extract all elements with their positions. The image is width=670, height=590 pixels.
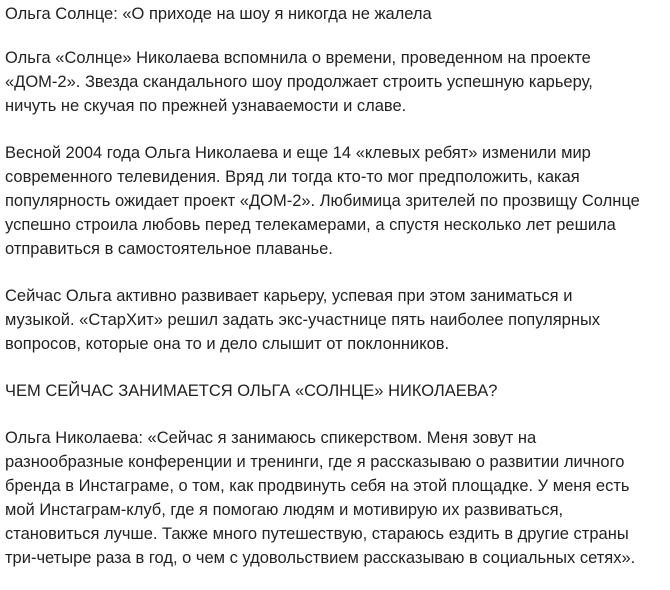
paragraph-line: мой Инстаграм-клуб, где я помогаю людям и мотивирую их развиваться, — [5, 501, 564, 519]
paragraph-line: разнообразные конференции и тренинги, где я рассказываю о развитии личного — [5, 453, 625, 471]
paragraph-line: ничуть не скучая по прежней узнаваемости и славе. — [5, 97, 407, 115]
paragraph-history — [5, 141, 666, 261]
paragraph-line: отправиться в самостоятельное плаванье. — [5, 240, 333, 258]
paragraph-line: современного телевидения. Вряд ли тогда кто-то мог предположить, какая — [5, 168, 580, 186]
paragraph-line: становиться лучше. Также много путешествую, стараюсь ездить в другие страны — [5, 525, 629, 543]
paragraph-line: бренда в Инстаграме, о том, как продвинуть себя на этой площадке. У меня есть — [5, 477, 630, 495]
paragraph-line: Сейчас Ольга активно развивает карьеру, успевая при этом заниматься и — [5, 287, 573, 305]
paragraph-line: «ДОМ-2». Звезда скандального шоу продолжает строить успешную карьеру, — [5, 73, 593, 91]
paragraph-line: музыкой. «СтарХит» решил задать экс-участнице пять наиболее популярных — [5, 311, 601, 329]
paragraph-current — [5, 284, 666, 356]
paragraph-line: успешно строила любовь перед телекамерами, а спустя несколько лет решила — [5, 216, 616, 234]
paragraph-line: Весной 2004 года Ольга Николаева и еще 14 «клевых ребят» изменили мир — [5, 144, 591, 162]
article-title: Ольга Солнце: «О приходе на шоу я никогда не жалела — [5, 5, 432, 23]
paragraph-line: популярность ожидает проект «ДОМ-2». Любимица зрителей по прозвищу Солнце — [5, 192, 640, 210]
section-heading: ЧЕМ СЕЙЧАС ЗАНИМАЕТСЯ ОЛЬГА «СОЛНЦЕ» НИКОЛАЕВА? — [5, 382, 498, 400]
paragraph-answer — [5, 426, 666, 570]
paragraph-line: Ольга Николаева: «Сейчас я занимаюсь спикерством. Меня зовут на — [5, 429, 537, 447]
paragraph-line: Ольга «Солнце» Николаева вспомнила о времени, проведенном на проекте — [5, 49, 591, 67]
paragraph-intro — [5, 46, 666, 118]
paragraph-line: три-четыре раза в год, о чем с удовольствием рассказываю в социальных сетях». — [5, 549, 636, 567]
paragraph-line: вопросов, которые она то и дело слышит от поклонников. — [5, 335, 450, 353]
